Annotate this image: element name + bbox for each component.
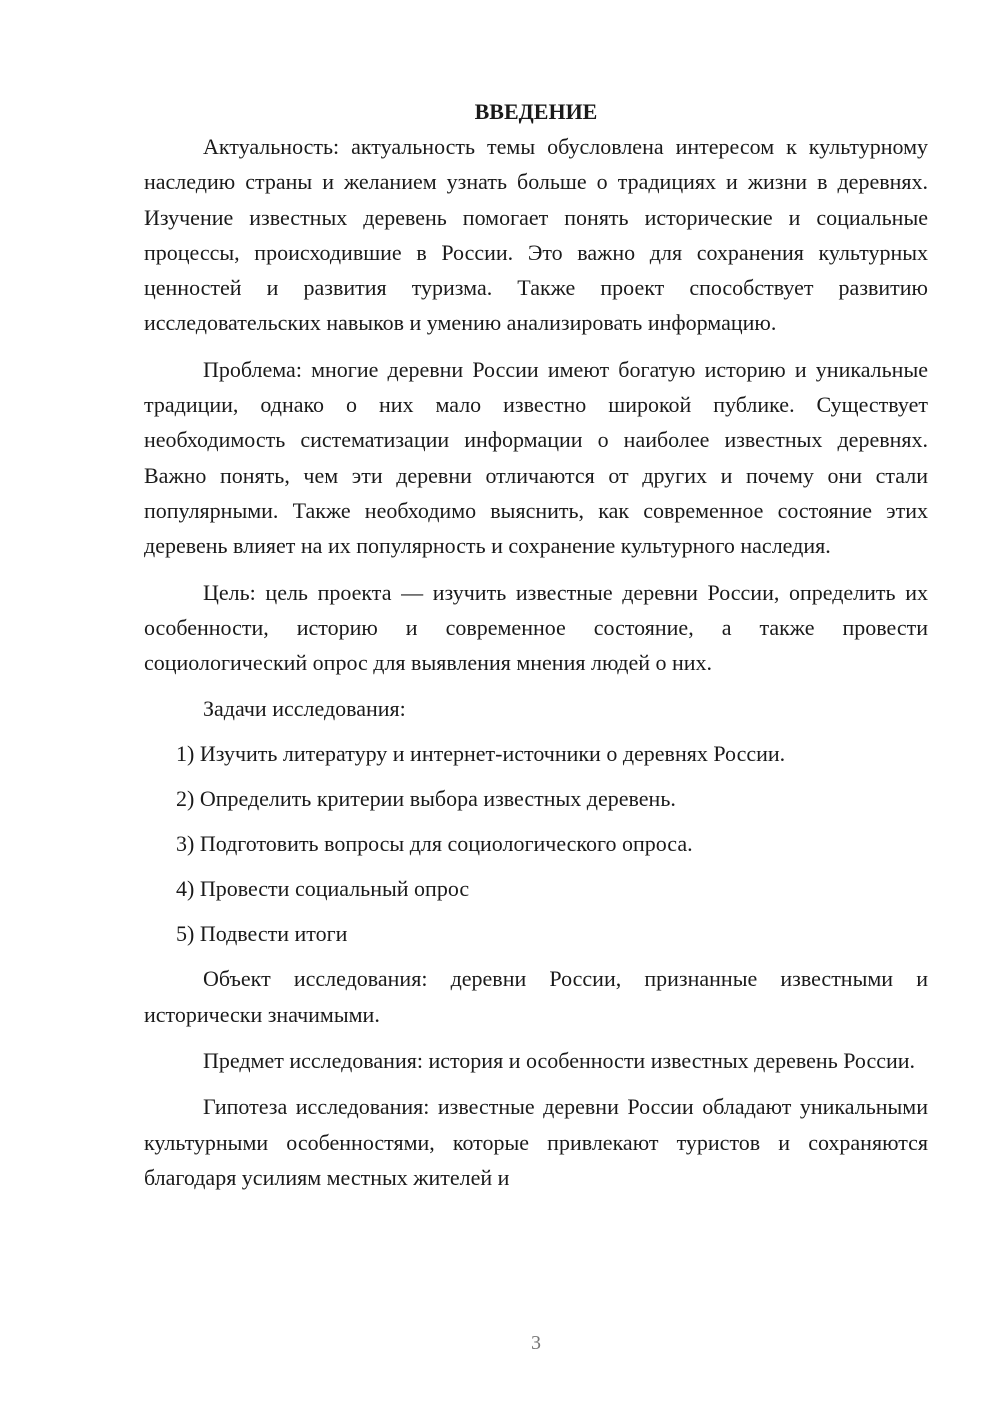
task-item: 1) Изучить литературу и интернет-источники о деревнях России. — [176, 741, 786, 767]
section-title: ВВЕДЕНИЕ — [474, 99, 598, 124]
document-page — [144, 94, 928, 1195]
paragraph-goal: Цель: цель проекта — изучить известные деревни России, определить их особенности, историю и современное состояние, а также провести социологический опрос для выявления мнения людей о них. — [144, 579, 928, 676]
paragraph-hypothesis: Гипотеза исследования: известные деревни России обладают уникальными культурными особенностями, которые привлекают туристов и сохраняются благодаря усилиям местных жителей и — [144, 1094, 928, 1190]
task-item: 4) Провести социальный опрос — [176, 876, 470, 902]
paragraph-problem: Проблема: многие деревни России имеют богатую историю и уникальные традиции, однако о них мало известно широкой публике. Существует необходимость систематизации информации о наиболее известных деревнях. Важно понять, чем эти деревни отличаются от других и почему они стали популярными. Также необходимо выяснить, как современное состояние этих деревень влияет на их популярность и сохранение культурного наследия. — [144, 356, 928, 559]
paragraph-relevance: Актуальность: актуальность темы обусловлена интересом к культурному наследию страны и желанием узнать больше о традициях и жизни в деревнях. Изучение известных деревень помогает понять исторические и социальные процессы, происходившие в России. Это важно для сохранения культурных ценностей и развития туризма. Также проект способствует развитию исследовательских навыков и умению анализировать информацию. — [144, 134, 928, 336]
paragraph-subject: Предмет исследования: история и особенности известных деревень России. — [203, 1048, 916, 1074]
tasks-list — [144, 736, 928, 951]
task-item: 2) Определить критерии выбора известных деревень. — [176, 786, 676, 812]
paragraph-object: Объект исследования: деревни России, признанные известными и исторически значимыми. — [144, 966, 928, 1027]
task-item: 5) Подвести итоги — [176, 921, 348, 947]
task-item: 3) Подготовить вопросы для социологического опроса. — [176, 831, 693, 857]
page-number: 3 — [531, 1332, 541, 1354]
tasks-heading: Задачи исследования: — [203, 696, 406, 722]
